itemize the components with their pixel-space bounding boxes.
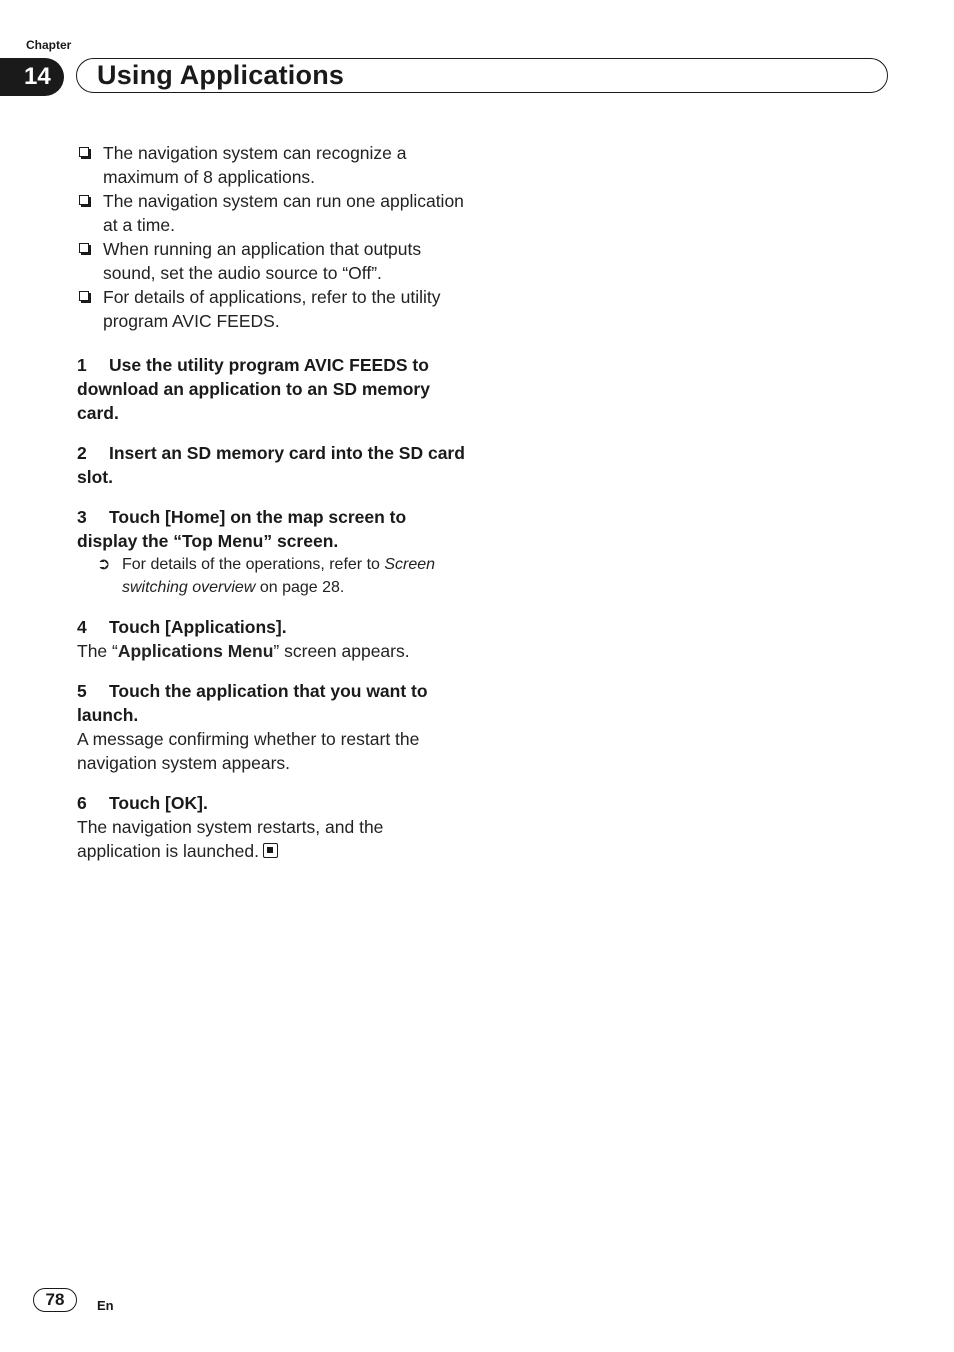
end-of-section-icon	[263, 843, 278, 858]
main-column	[77, 141, 469, 863]
chapter-number: 14	[0, 58, 64, 96]
language-code: En	[97, 1298, 114, 1313]
checkbox-bullet-icon	[79, 243, 89, 253]
step-2: 2 Insert an SD memory card into the SD card slot.	[77, 443, 465, 487]
chapter-title: Using Applications	[97, 60, 345, 90]
chapter-label: Chapter	[26, 38, 72, 52]
step-4: 4 Touch [Applications].	[77, 617, 287, 637]
step-5: 5 Touch the application that you want to launch.	[77, 681, 428, 725]
audio-source-off: Off	[348, 263, 372, 283]
arrow-right-icon: ➲	[97, 556, 111, 573]
list-item: The navigation system can run one application at a time.	[77, 189, 469, 237]
step-1: 1 Use the utility program AVIC FEEDS to download an application to an SD memory card.	[77, 355, 430, 423]
step-4-result: The “Applications Menu” screen appears.	[77, 641, 410, 661]
cross-reference: Screen switching overview	[122, 556, 436, 596]
step-5-result: A message confirming whether to restart the navigation system appears.	[77, 729, 420, 773]
checkbox-bullet-icon	[79, 195, 89, 205]
list-item: The navigation system can recognize a maximum of 8 applications.	[77, 141, 469, 189]
step-3-note: ➲ For details of the operations, refer to Screen switching overview on page 28.	[77, 553, 469, 599]
step-6-result: The navigation system restarts, and the application is launched.	[77, 817, 384, 861]
page-number: 78	[33, 1288, 77, 1312]
notes-list	[77, 141, 469, 333]
list-item: When running an application that outputs sound, set the audio source to “Off”.	[77, 237, 469, 285]
step-6: 6 Touch [OK].	[77, 793, 208, 813]
list-item: For details of applications, refer to the utility program AVIC FEEDS.	[77, 285, 469, 333]
step-3: 3 Touch [Home] on the map screen to display the “Top Menu” screen.	[77, 507, 407, 551]
chapter-title-bar	[76, 58, 888, 93]
checkbox-bullet-icon	[79, 291, 89, 301]
checkbox-bullet-icon	[79, 147, 89, 157]
